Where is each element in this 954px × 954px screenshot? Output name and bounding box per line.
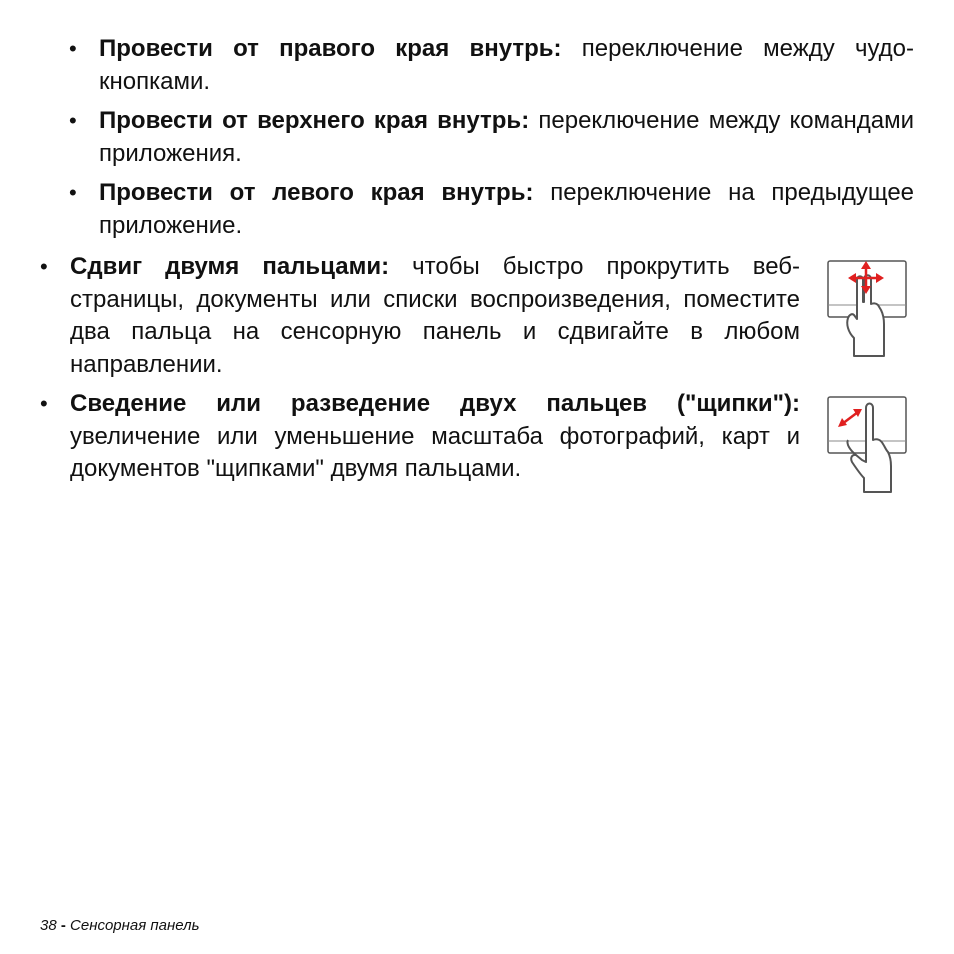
list-item-text: переключение на предыдущее приложение. <box>99 179 915 239</box>
page-number: 38 <box>40 917 57 934</box>
list-item-term: Провести от верхнего края внутрь: <box>99 107 530 134</box>
bullet-marker: • <box>69 180 77 205</box>
list-item-text: чтобы быстро прокрутить веб-страницы, документы или списки воспроизведения, поместите два пальца на сенсорную панель и сдвигайте в любом направлении. <box>70 253 801 378</box>
two-finger-scroll-icon <box>826 258 910 362</box>
bullet-marker: • <box>69 36 77 61</box>
list-item <box>70 251 800 381</box>
list-item <box>99 33 914 98</box>
bullet-marker: • <box>40 391 48 416</box>
list-item-text: переключение между чудо-кнопками. <box>99 35 915 95</box>
list-item-term: Сдвиг двумя пальцами: <box>70 253 390 280</box>
list-item <box>99 177 914 242</box>
list-item-term: Провести от правого края внутрь: <box>99 35 562 62</box>
list-item-term: Сведение или разведение двух пальцев ("щипки"): <box>70 390 800 417</box>
list-item-text: переключение между командами приложения. <box>99 107 914 167</box>
bullet-marker: • <box>69 108 77 133</box>
pinch-zoom-icon <box>826 394 910 498</box>
page-footer <box>40 917 199 934</box>
footer-separator: - <box>60 917 66 934</box>
list-item <box>70 388 800 486</box>
bullet-marker: • <box>40 254 48 279</box>
list-item-text: увеличение или уменьшение масштаба фотографий, карт и документов "щипками" двумя пальцами. <box>70 422 800 482</box>
list-item-term: Провести от левого края внутрь: <box>99 179 534 206</box>
section-title: Сенсорная панель <box>70 917 200 934</box>
list-item <box>99 105 914 170</box>
